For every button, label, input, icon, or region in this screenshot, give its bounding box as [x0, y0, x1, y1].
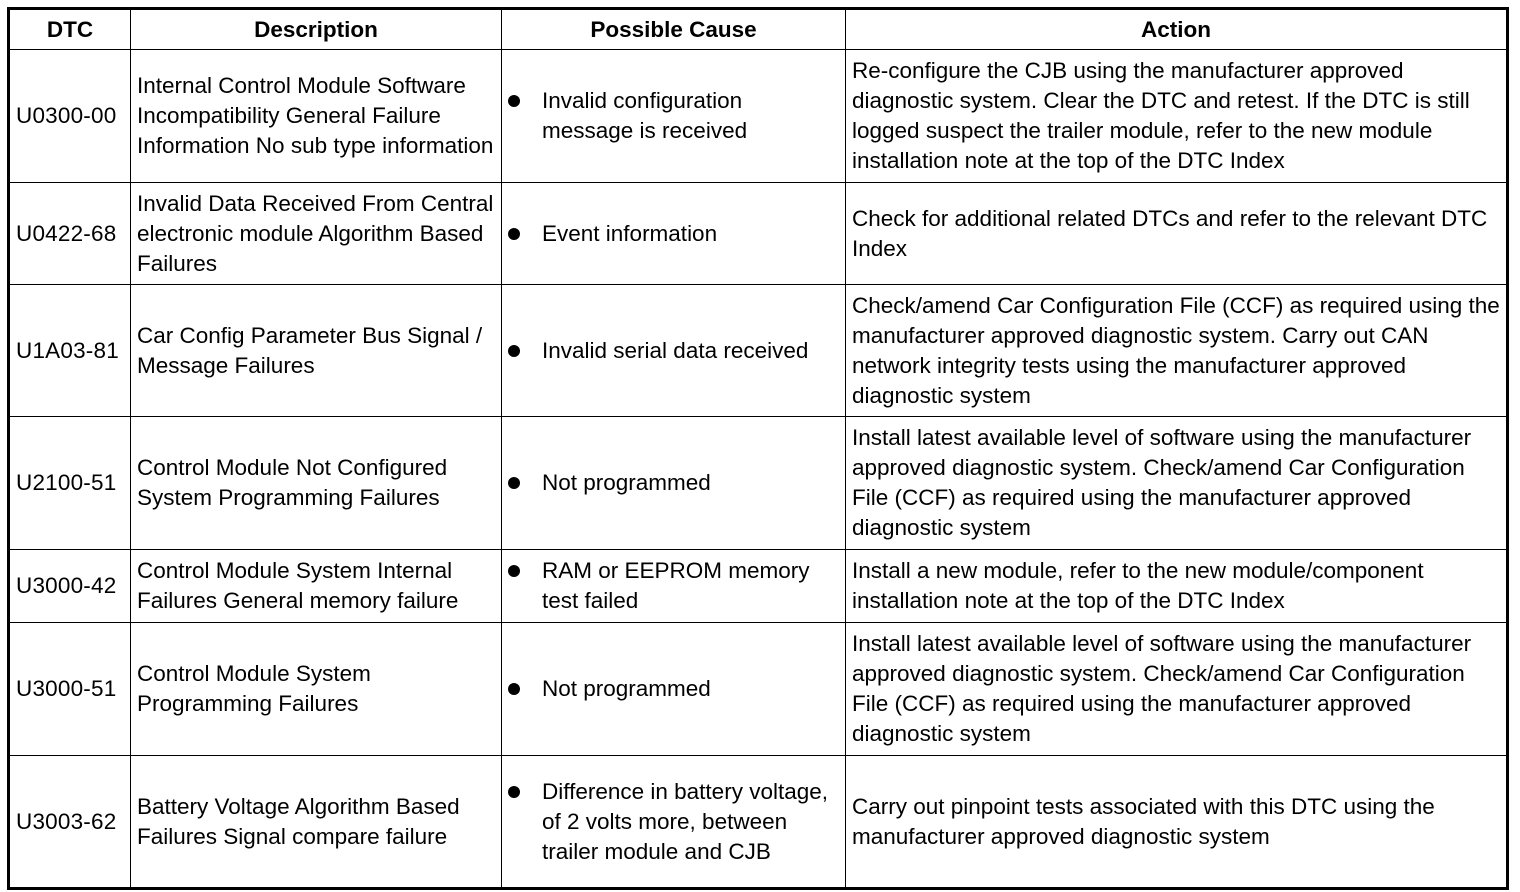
header-possible-cause: Possible Cause: [502, 9, 846, 50]
bullet-icon: [508, 565, 520, 577]
description-cell: Control Module System Internal Failures General memory failure: [131, 550, 502, 623]
cause-item: [508, 777, 839, 867]
action-cell: Check for additional related DTCs and refer to the relevant DTC Index: [846, 183, 1508, 285]
dtc-code: U1A03-81: [9, 285, 131, 417]
dtc-code: U3000-51: [9, 623, 131, 756]
cause-item: [508, 336, 839, 366]
cause-list: [508, 468, 839, 498]
description-cell: Invalid Data Received From Central electronic module Algorithm Based Failures: [131, 183, 502, 285]
action-cell: Check/amend Car Configuration File (CCF) as required using the manufacturer approved diagnostic system. Carry out CAN network integrity tests using the manufacturer approved diagnostic system: [846, 285, 1508, 417]
table-row: [9, 417, 1508, 550]
dtc-code: U2100-51: [9, 417, 131, 550]
table-row: [9, 285, 1508, 417]
header-dtc: DTC: [9, 9, 131, 50]
header-action: Action: [846, 9, 1508, 50]
cause-list: [508, 556, 839, 616]
dtc-code: U0422-68: [9, 183, 131, 285]
table-row: [9, 550, 1508, 623]
cause-text: Invalid serial data received: [542, 337, 809, 363]
description-cell: Internal Control Module Software Incompatibility General Failure Information No sub type information: [131, 50, 502, 183]
cause-cell: [502, 756, 846, 889]
bullet-icon: [508, 683, 520, 695]
description-cell: Car Config Parameter Bus Signal / Message Failures: [131, 285, 502, 417]
cause-cell: [502, 623, 846, 756]
bullet-icon: [508, 228, 520, 240]
cause-cell: [502, 550, 846, 623]
dtc-code: U0300-00: [9, 50, 131, 183]
description-cell: Battery Voltage Algorithm Based Failures Signal compare failure: [131, 756, 502, 889]
cause-text: RAM or EEPROM memory test failed: [542, 558, 810, 613]
dtc-table: [7, 7, 1509, 890]
action-cell: Carry out pinpoint tests associated with this DTC using the manufacturer approved diagnostic system: [846, 756, 1508, 889]
bullet-icon: [508, 477, 520, 489]
table-row: [9, 623, 1508, 756]
cause-text: Difference in battery voltage, of 2 volts more, between trailer module and CJB: [542, 778, 828, 864]
header-description: Description: [131, 9, 502, 50]
dtc-table-container: [7, 7, 1509, 890]
table-row: [9, 183, 1508, 285]
cause-item: [508, 556, 839, 616]
cause-item: [508, 674, 839, 704]
dtc-code: U3000-42: [9, 550, 131, 623]
cause-text: Not programmed: [542, 470, 711, 495]
cause-list: [508, 674, 839, 704]
cause-text: Event information: [542, 220, 718, 246]
cause-cell: [502, 417, 846, 550]
description-cell: Control Module Not Configured System Programming Failures: [131, 417, 502, 550]
cause-text: Invalid configuration message is received: [542, 88, 748, 143]
action-cell: Install latest available level of software using the manufacturer approved diagnostic system. Check/amend Car Configuration File (CCF) as required using the manufacturer approved diagnostic system: [846, 623, 1508, 756]
table-row: [9, 756, 1508, 889]
dtc-code: U3003-62: [9, 756, 131, 889]
action-cell: Re-configure the CJB using the manufacturer approved diagnostic system. Clear the DTC and retest. If the DTC is still logged suspect the trailer module, refer to the new module installation note at the top of the DTC Index: [846, 50, 1508, 183]
action-cell: Install a new module, refer to the new module/component installation note at the top of the DTC Index: [846, 550, 1508, 623]
bullet-icon: [508, 95, 520, 107]
cause-list: [508, 219, 839, 249]
cause-item: [508, 219, 839, 249]
cause-cell: [502, 50, 846, 183]
cause-text: Not programmed: [542, 676, 711, 701]
cause-list: [508, 777, 839, 867]
table-row: [9, 50, 1508, 183]
cause-item: [508, 468, 839, 498]
bullet-icon: [508, 786, 520, 798]
description-cell: Control Module System Programming Failures: [131, 623, 502, 756]
action-cell: Install latest available level of software using the manufacturer approved diagnostic system. Check/amend Car Configuration File (CCF) as required using the manufacturer approved diagnostic system: [846, 417, 1508, 550]
header-row: [9, 9, 1508, 50]
cause-list: [508, 86, 839, 146]
cause-item: [508, 86, 839, 146]
cause-list: [508, 336, 839, 366]
cause-cell: [502, 183, 846, 285]
bullet-icon: [508, 345, 520, 357]
cause-cell: [502, 285, 846, 417]
